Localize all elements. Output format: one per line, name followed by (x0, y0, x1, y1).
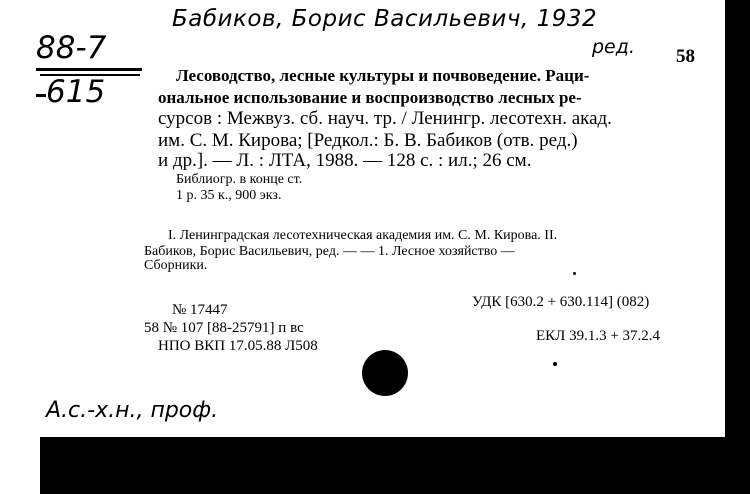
card-tracing-line-2: Бабиков, Борис Васильевич, ред. — — 1. Лесное хозяйство — (144, 244, 515, 259)
ink-speck (573, 272, 576, 275)
handwritten-bottom-note: А.с.-х.н., проф. (46, 398, 219, 423)
card-punch-hole (362, 350, 408, 396)
card-udk: УДК [630.2 + 630.114] (082) (472, 294, 650, 310)
card-page-number: 58 (676, 46, 695, 67)
card-npo-line: НПО ВКП 17.05.88 Л508 (158, 338, 318, 354)
ink-speck (553, 362, 557, 366)
card-body-line-1: сурсов : Межвуз. сб. науч. тр. / Ленингр. лесотехн. акад. (158, 108, 612, 129)
card-edge-strip (0, 437, 40, 494)
shelf-mark-top: 88-7 (36, 30, 107, 66)
card-bibliography-note: Библиогр. в конце ст. (176, 172, 303, 187)
card-order-line: 58 № 107 [88-25791] п вс (144, 320, 304, 336)
card-tracing-line-1: I. Ленинградская лесотехническая академия им. С. М. Кирова. II. (168, 228, 558, 243)
handwritten-red-note: ред. (592, 36, 635, 58)
shelf-mark-dash (36, 94, 46, 97)
card-bbk: ЕКЛ 39.1.3 + 37.2.4 (536, 328, 661, 344)
card-title-line-1: Лесоводство, лесные культуры и почвоведение. Раци- (176, 66, 590, 85)
shelf-mark-bottom: 615 (46, 74, 106, 110)
card-body-line-3: и др.]. — Л. : ЛТА, 1988. — 128 с. : ил.; 26 см. (158, 150, 532, 171)
handwritten-author-heading: Бабиков, Борис Васильевич, 1932 (172, 6, 598, 32)
card-body-line-2: им. С. М. Кирова; [Редкол.: Б. В. Бабиков (отв. ред.) (158, 130, 578, 151)
card-tracing-line-3: Сборники. (144, 258, 208, 273)
card-title-line-2: ональное использование и воспроизводство лесных ре- (158, 88, 582, 107)
shelf-mark-underline-1 (36, 68, 142, 71)
card-price: 1 р. 35 к., 900 экз. (176, 188, 282, 203)
card-record-number: № 17447 (172, 302, 228, 318)
